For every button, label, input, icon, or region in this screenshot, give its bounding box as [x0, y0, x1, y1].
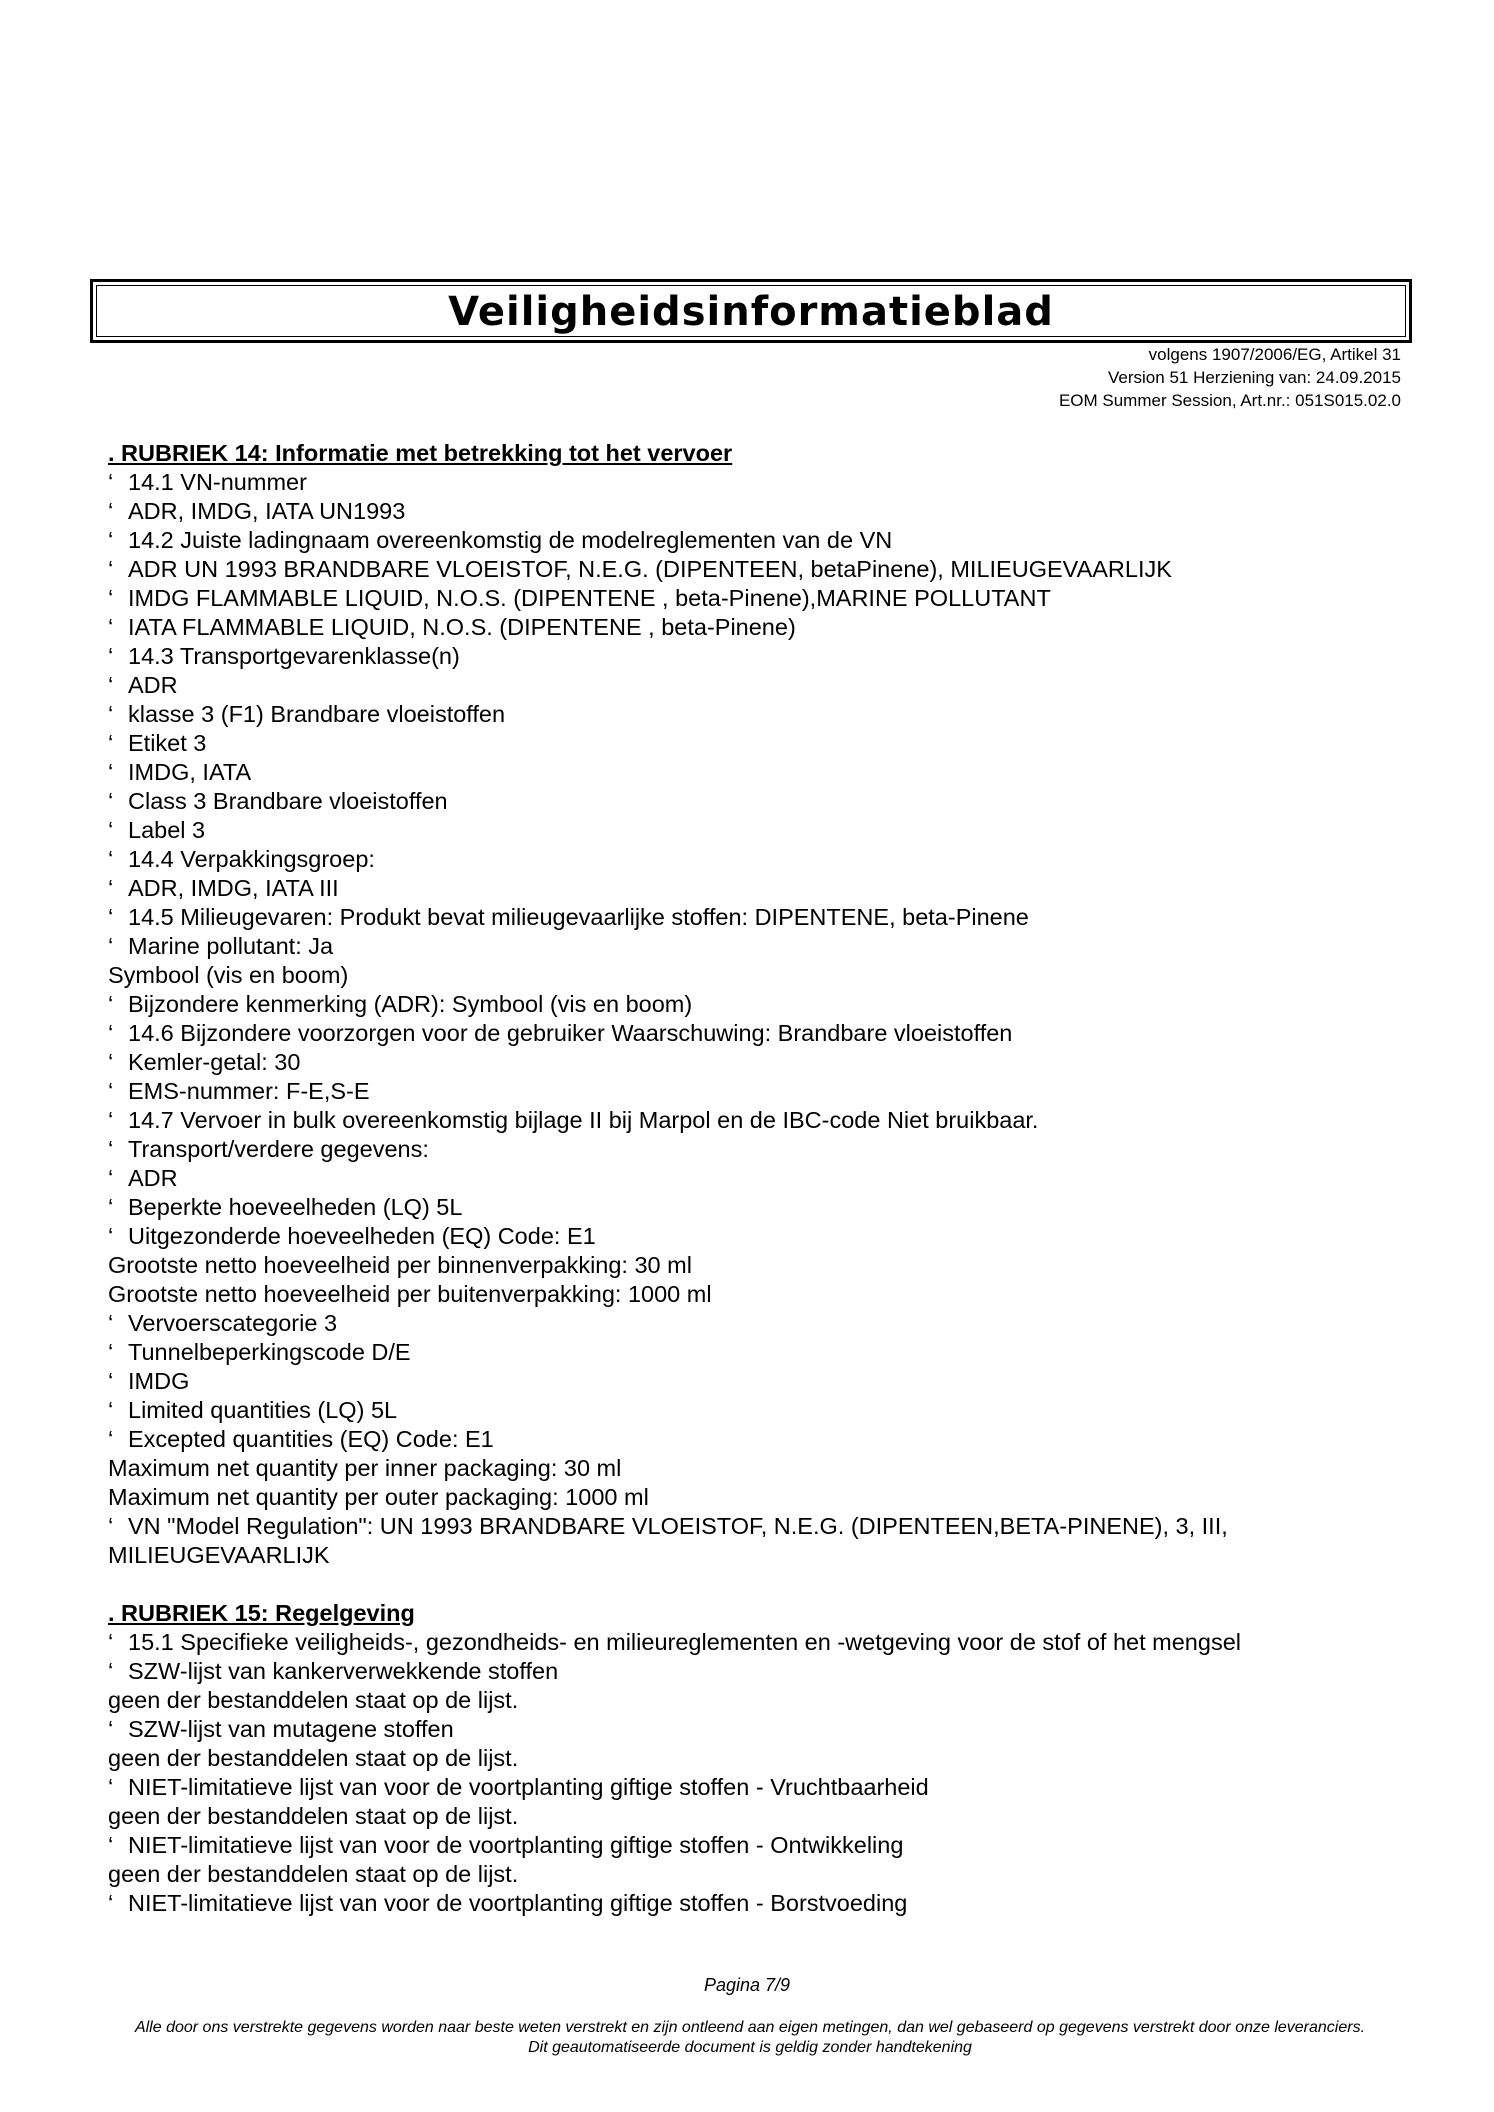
bullet-marker: ‘: [108, 991, 114, 1017]
text-line: [108, 1077, 1398, 1106]
line-text: Class 3 Brandbare vloeistoffen: [128, 788, 448, 814]
line-text: 14.5 Milieugevaren: Produkt bevat milieugevaarlijke stoffen: DIPENTENE, beta-Pinene: [128, 904, 1029, 930]
text-line: [108, 1889, 1398, 1918]
document-title-box: [90, 279, 1412, 343]
bullet-marker: ‘: [108, 904, 114, 930]
bullet-marker: ‘: [108, 1049, 114, 1075]
text-line: [108, 1744, 1398, 1773]
line-text: Kemler-getal: 30: [128, 1049, 301, 1075]
text-line: [108, 1222, 1398, 1251]
bullet-marker: ‘: [108, 1223, 114, 1249]
bullet-marker: ‘: [108, 701, 114, 727]
bullet-marker: ‘: [108, 788, 114, 814]
line-text: ADR, IMDG, IATA UN1993: [128, 498, 406, 524]
bullet-marker: ‘: [108, 1136, 114, 1162]
text-line: [108, 1686, 1398, 1715]
line-text: 14.3 Transportgevarenklasse(n): [128, 643, 460, 669]
text-line: [108, 1425, 1398, 1454]
line-text: klasse 3 (F1) Brandbare vloeistoffen: [128, 701, 506, 727]
section-heading: . RUBRIEK 15: Regelgeving: [108, 1600, 415, 1626]
text-line: [108, 671, 1398, 700]
text-line: [108, 1860, 1398, 1889]
bullet-marker: ‘: [108, 1165, 114, 1191]
bullet-marker: ‘: [108, 527, 114, 553]
bullet-marker: ‘: [108, 1310, 114, 1336]
text-line: [108, 1483, 1398, 1512]
line-text: VN "Model Regulation": UN 1993 BRANDBARE VLOEISTOF, N.E.G. (DIPENTEEN,BETA-PINENE), 3, III,: [128, 1513, 1228, 1539]
line-text: 14.1 VN-nummer: [128, 469, 307, 495]
line-text: Grootste netto hoeveelheid per buitenverpakking: 1000 ml: [108, 1281, 712, 1307]
text-line: [108, 729, 1398, 758]
line-text: Beperkte hoeveelheden (LQ) 5L: [128, 1194, 463, 1220]
line-text: geen der bestanddelen staat op de lijst.: [108, 1745, 519, 1771]
meta-article: EOM Summer Session, Art.nr.: 051S015.02.0: [1058, 391, 1401, 410]
text-line: [108, 1657, 1398, 1686]
line-text: 14.6 Bijzondere voorzorgen voor de gebruiker Waarschuwing: Brandbare vloeistoffen: [128, 1020, 1013, 1046]
text-line: [108, 1135, 1398, 1164]
text-line: [108, 932, 1398, 961]
text-line: [108, 1802, 1398, 1831]
bullet-marker: ‘: [108, 1107, 114, 1133]
line-text: Maximum net quantity per outer packaging: 1000 ml: [108, 1484, 649, 1510]
bullet-marker: ‘: [108, 1629, 114, 1655]
line-text: Tunnelbeperkingscode D/E: [128, 1339, 411, 1365]
text-line: [108, 468, 1398, 497]
bullet-marker: ‘: [108, 846, 114, 872]
line-text: EMS-nummer: F-E,S-E: [128, 1078, 370, 1104]
text-line: [108, 787, 1398, 816]
text-line: [108, 555, 1398, 584]
line-text: 15.1 Specifieke veiligheids-, gezondheids- en milieureglementen en -wetgeving voor de stof of het mengsel: [128, 1629, 1241, 1655]
line-text: ADR: [128, 1165, 178, 1191]
bullet-marker: ‘: [108, 1890, 114, 1916]
bullet-marker: ‘: [108, 875, 114, 901]
line-text: Grootste netto hoeveelheid per binnenverpakking: 30 ml: [108, 1252, 692, 1278]
bullet-marker: ‘: [108, 585, 114, 611]
bullet-marker: ‘: [108, 1194, 114, 1220]
section-spacer: [108, 1570, 1398, 1599]
text-line: [108, 1019, 1398, 1048]
bullet-marker: ‘: [108, 1513, 114, 1539]
text-line: [108, 642, 1398, 671]
bullet-marker: ‘: [108, 1397, 114, 1423]
text-line: [108, 700, 1398, 729]
line-text: MILIEUGEVAARLIJK: [108, 1542, 330, 1568]
bullet-marker: ‘: [108, 1020, 114, 1046]
document-title: Veiligheidsinformatieblad: [96, 285, 1406, 337]
line-text: Etiket 3: [128, 730, 207, 756]
text-line: [108, 526, 1398, 555]
bullet-marker: ‘: [108, 469, 114, 495]
line-text: IMDG, IATA: [128, 759, 252, 785]
footer-disclaimer: [110, 2018, 1390, 2058]
text-line: [108, 1193, 1398, 1222]
bullet-marker: ‘: [108, 672, 114, 698]
bullet-marker: ‘: [108, 643, 114, 669]
disclaimer-text: Alle door ons verstrekte gegevens worden naar beste weten verstrekt en zijn ontleend aan eigen metingen, dan wel gebaseerd op gegevens verstrekt door onze leveranciers.: [134, 2019, 1366, 2036]
line-text: NIET-limitatieve lijst van voor de voortplanting giftige stoffen - Borstvoeding: [128, 1890, 908, 1916]
line-text: geen der bestanddelen staat op de lijst.: [108, 1687, 519, 1713]
line-text: Vervoerscategorie 3: [128, 1310, 338, 1336]
meta-version: Version 51 Herziening van: 24.09.2015: [1108, 368, 1401, 387]
bullet-marker: ‘: [108, 614, 114, 640]
meta-regulation: volgens 1907/2006/EG, Artikel 31: [1148, 345, 1401, 364]
text-line: [108, 816, 1398, 845]
text-line: [108, 1628, 1398, 1657]
line-text: Excepted quantities (EQ) Code: E1: [128, 1426, 494, 1452]
bullet-marker: ‘: [108, 556, 114, 582]
text-line: [108, 903, 1398, 932]
line-text: Limited quantities (LQ) 5L: [128, 1397, 398, 1423]
text-line: [108, 990, 1398, 1019]
line-text: ADR UN 1993 BRANDBARE VLOEISTOF, N.E.G. (DIPENTEEN, betaPinene), MILIEUGEVAARLIJK: [128, 556, 1172, 582]
text-line: [108, 1164, 1398, 1193]
text-line: [108, 1541, 1398, 1570]
text-line: [108, 1338, 1398, 1367]
page-number: Pagina 7/9: [703, 1975, 791, 1995]
line-text: ADR, IMDG, IATA III: [128, 875, 339, 901]
text-line: [108, 845, 1398, 874]
text-line: [108, 497, 1398, 526]
line-text: 14.4 Verpakkingsgroep:: [128, 846, 375, 872]
line-text: Maximum net quantity per inner packaging: 30 ml: [108, 1455, 622, 1481]
line-text: Label 3: [128, 817, 206, 843]
bullet-marker: ‘: [108, 817, 114, 843]
line-text: IMDG FLAMMABLE LIQUID, N.O.S. (DIPENTENE , beta-Pinene),MARINE POLLUTANT: [128, 585, 1051, 611]
text-line: [108, 1715, 1398, 1744]
line-text: geen der bestanddelen staat op de lijst.: [108, 1803, 519, 1829]
text-line: [108, 1280, 1398, 1309]
text-line: [108, 1773, 1398, 1802]
line-text: Marine pollutant: Ja: [128, 933, 334, 959]
line-text: geen der bestanddelen staat op de lijst.: [108, 1861, 519, 1887]
text-line: [108, 1831, 1398, 1860]
bullet-marker: ‘: [108, 1658, 114, 1684]
bullet-marker: ‘: [108, 933, 114, 959]
bullet-marker: ‘: [108, 730, 114, 756]
text-line: [108, 1396, 1398, 1425]
bullet-marker: ‘: [108, 1426, 114, 1452]
text-line: [108, 1106, 1398, 1135]
bullet-marker: ‘: [108, 1716, 114, 1742]
line-text: NIET-limitatieve lijst van voor de voortplanting giftige stoffen - Ontwikkeling: [128, 1832, 904, 1858]
line-text: SZW-lijst van mutagene stoffen: [128, 1716, 454, 1742]
line-text: Bijzondere kenmerking (ADR): Symbool (vis en boom): [128, 991, 693, 1017]
line-text: NIET-limitatieve lijst van voor de voortplanting giftige stoffen - Vruchtbaarheid: [128, 1774, 929, 1800]
line-text: 14.7 Vervoer in bulk overeenkomstig bijlage II bij Marpol en de IBC-code Niet bruikbaar.: [128, 1107, 1039, 1133]
text-line: [108, 1512, 1398, 1541]
bullet-marker: ‘: [108, 1368, 114, 1394]
line-text: Uitgezonderde hoeveelheden (EQ) Code: E1: [128, 1223, 596, 1249]
line-text: Symbool (vis en boom): [108, 962, 349, 988]
section-heading: . RUBRIEK 14: Informatie met betrekking tot het vervoer: [108, 440, 733, 466]
bullet-marker: ‘: [108, 1774, 114, 1800]
line-text: Transport/verdere gegevens:: [128, 1136, 429, 1162]
text-line: [108, 1367, 1398, 1396]
bullet-marker: ‘: [108, 498, 114, 524]
line-text: SZW-lijst van kankerverwekkende stoffen: [128, 1658, 559, 1684]
bullet-marker: ‘: [108, 1078, 114, 1104]
line-text: IATA FLAMMABLE LIQUID, N.O.S. (DIPENTENE , beta-Pinene): [128, 614, 796, 640]
line-text: ADR: [128, 672, 178, 698]
text-line: [108, 1048, 1398, 1077]
disclaimer-signature-note: Dit geautomatiseerde document is geldig zonder handtekening: [528, 2039, 972, 2056]
document-meta: [1059, 343, 1401, 412]
text-line: [108, 874, 1398, 903]
text-line: [108, 758, 1398, 787]
text-line: [108, 1309, 1398, 1338]
document-body: [108, 439, 1398, 1918]
text-line: [108, 961, 1398, 990]
bullet-marker: ‘: [108, 1339, 114, 1365]
text-line: [108, 1251, 1398, 1280]
line-text: IMDG: [128, 1368, 190, 1394]
line-text: 14.2 Juiste ladingnaam overeenkomstig de modelreglementen van de VN: [128, 527, 893, 553]
text-line: [108, 613, 1398, 642]
bullet-marker: ‘: [108, 1832, 114, 1858]
text-line: [108, 1454, 1398, 1483]
bullet-marker: ‘: [108, 759, 114, 785]
text-line: [108, 584, 1398, 613]
